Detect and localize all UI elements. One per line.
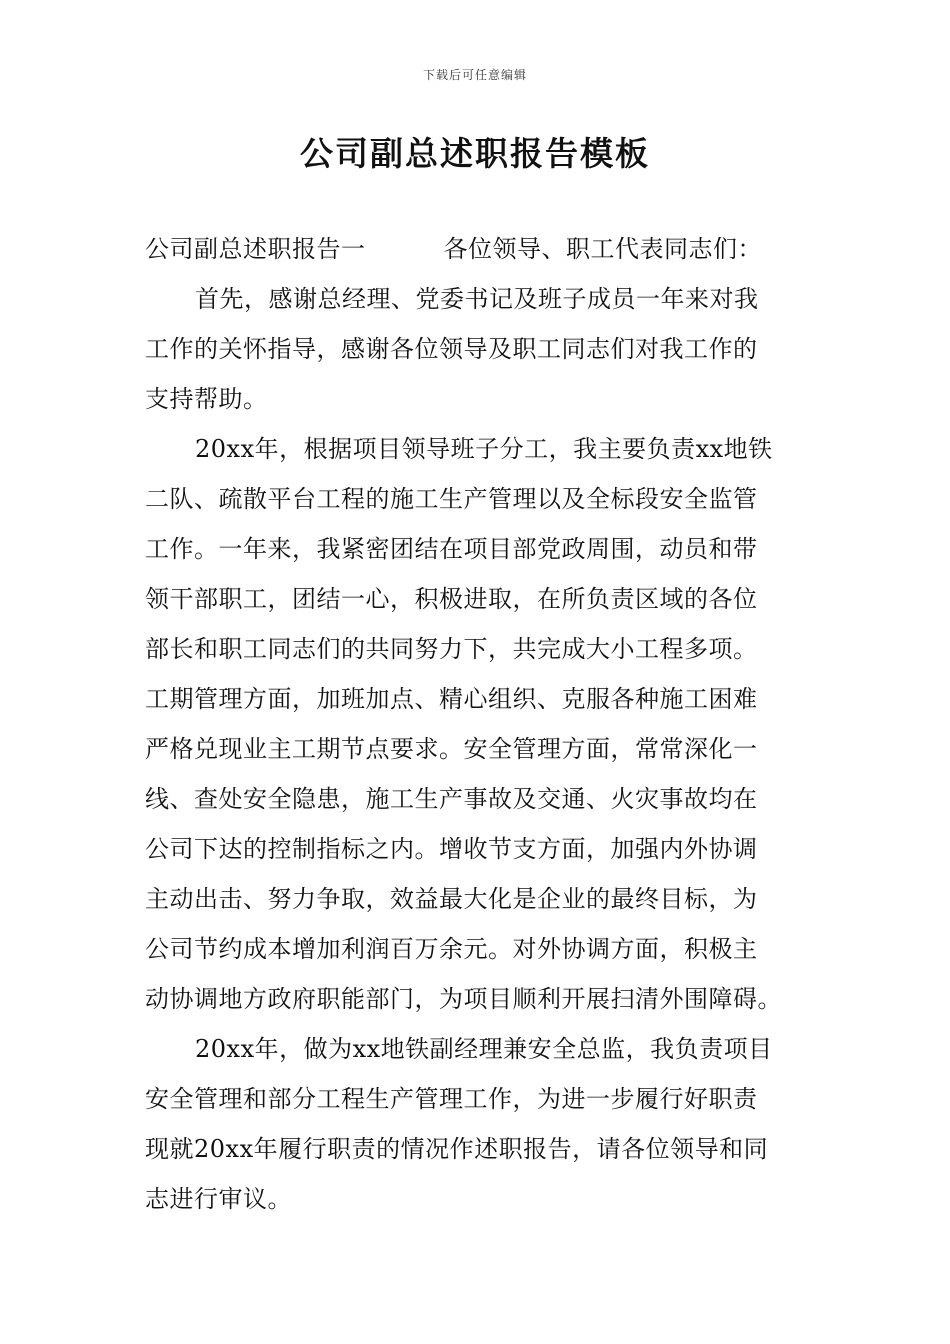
paragraph-line: 20xx年，做为xx地铁副经理兼安全总监，我负责项目 xyxy=(195,1035,773,1063)
paragraph-line: 部长和职工同志们的共同努力下，共完成大小工程多项。 xyxy=(145,635,758,663)
paragraph-line: 公司节约成本增加利润百万余元。对外协调方面，积极主 xyxy=(145,935,758,963)
download-note: 下载后可任意编辑 xyxy=(422,68,527,82)
paragraph-line: 主动出击、努力争取，效益最大化是企业的最终目标，为 xyxy=(145,885,758,913)
paragraph-line: 工作的关怀指导，感谢各位领导及职工同志们对我工作的 xyxy=(145,335,758,363)
paragraph-line: 工期管理方面，加班加点、精心组织、克服各种施工困难 xyxy=(145,685,758,713)
paragraph-line: 工作。一年来，我紧密团结在项目部党政周围，动员和带 xyxy=(145,535,758,563)
document-title: 公司副总述职报告模板 xyxy=(300,134,650,173)
paragraph-2 xyxy=(145,424,810,1024)
paragraph-line: 现就20xx年履行职责的情况作述职报告，请各位领导和同 xyxy=(145,1135,769,1163)
paragraph-line: 领干部职工，团结一心，积极进取，在所负责区域的各位 xyxy=(145,585,758,613)
paragraph-line: 志进行审议。 xyxy=(145,1185,292,1213)
paragraph-line: 20xx年，根据项目领导班子分工，我主要负责xx地铁 xyxy=(195,435,773,463)
paragraph-3 xyxy=(145,1024,810,1224)
salutation-text: 各位领导、职工代表同志们： xyxy=(443,235,762,263)
paragraph-line: 支持帮助。 xyxy=(145,385,268,413)
paragraph-line: 动协调地方政府职能部门，为项目顺利开展扫清外围障碍。 xyxy=(145,985,782,1013)
report-label: 公司副总述职报告一 xyxy=(145,235,366,263)
paragraph-line: 线、查处安全隐患，施工生产事故及交通、火灾事故均在 xyxy=(145,785,758,813)
salutation-line xyxy=(145,224,810,274)
paragraph-1 xyxy=(145,274,810,424)
paragraph-line: 二队、疏散平台工程的施工生产管理以及全标段安全监管 xyxy=(145,485,758,513)
paragraph-line: 首先，感谢总经理、党委书记及班子成员一年来对我 xyxy=(195,285,759,313)
paragraph-line: 安全管理和部分工程生产管理工作，为进一步履行好职责 xyxy=(145,1085,758,1113)
paragraph-line: 严格兑现业主工期节点要求。安全管理方面，常常深化一 xyxy=(145,735,758,763)
document-body xyxy=(145,224,810,1224)
paragraph-line: 公司下达的控制指标之内。增收节支方面，加强内外协调 xyxy=(145,835,758,863)
